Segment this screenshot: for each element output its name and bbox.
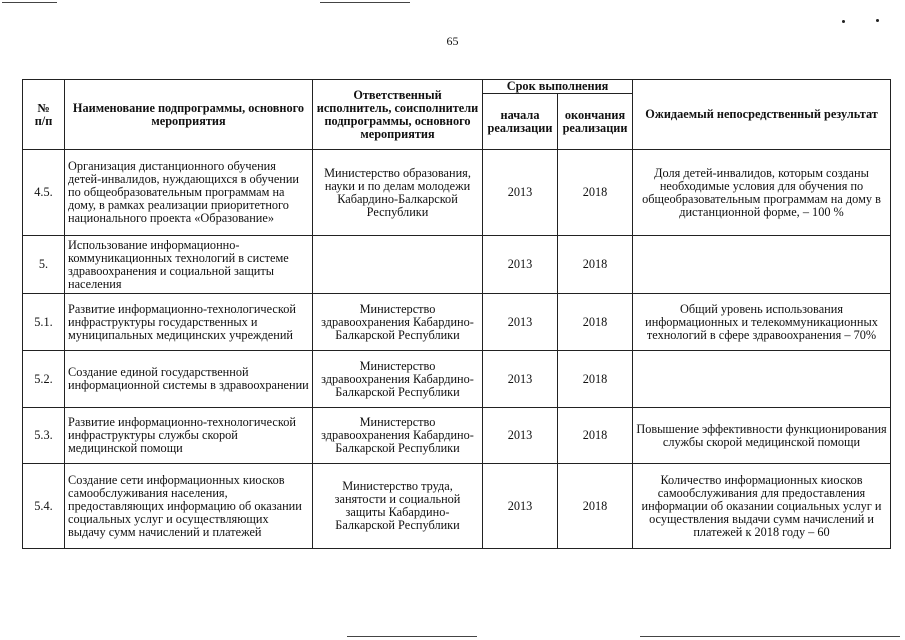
row-end-year: 2018 — [558, 294, 633, 351]
row-responsible — [313, 236, 483, 294]
header-result: Ожидаемый непосредственный результат — [633, 80, 891, 150]
scan-dot — [876, 19, 879, 22]
row-end-year: 2018 — [558, 408, 633, 464]
table-row — [23, 408, 891, 464]
bottom-edge-rule — [640, 636, 900, 637]
table-row — [23, 351, 891, 408]
row-responsible: Министерство образования, науки и по делам молодежи Кабардино-Балкарской Республики — [313, 150, 483, 236]
row-activity: Организация дистанционного обучения детей-инвалидов, нуждающихся в обучении по общеобразовательным программам на дому, в рамках реализации приоритетного национального проекта «Образование» — [65, 150, 313, 236]
row-start-year: 2013 — [483, 464, 558, 549]
row-start-year: 2013 — [483, 408, 558, 464]
program-table — [22, 79, 891, 549]
row-number: 5.1. — [23, 294, 65, 351]
row-number: 5. — [23, 236, 65, 294]
header-name: Наименование подпрограммы, основного мероприятия — [65, 80, 313, 150]
scan-dot — [842, 20, 845, 23]
row-activity: Создание единой государственной информационной системы в здравоохранении — [65, 351, 313, 408]
row-start-year: 2013 — [483, 294, 558, 351]
row-end-year: 2018 — [558, 236, 633, 294]
row-start-year: 2013 — [483, 150, 558, 236]
row-start-year: 2013 — [483, 236, 558, 294]
row-responsible: Министерство труда, занятости и социальной защиты Кабардино-Балкарской Республики — [313, 464, 483, 549]
table-row — [23, 294, 891, 351]
row-activity: Развитие информационно-технологической инфраструктуры государственных и муниципальных медицинских учреждений — [65, 294, 313, 351]
row-result — [633, 236, 891, 294]
row-responsible: Министерство здравоохранения Кабардино-Балкарской Республики — [313, 351, 483, 408]
row-activity: Развитие информационно-технологической инфраструктуры службы скорой медицинской помощи — [65, 408, 313, 464]
table-row — [23, 464, 891, 549]
row-number: 5.2. — [23, 351, 65, 408]
page-number: 65 — [446, 34, 459, 48]
row-responsible: Министерство здравоохранения Кабардино-Балкарской Республики — [313, 294, 483, 351]
row-number: 5.3. — [23, 408, 65, 464]
row-result: Общий уровень использования информационных и телекоммуникационных технологий в сфере здравоохранения – 70% — [633, 294, 891, 351]
header-end: окончания реализации — [558, 94, 633, 150]
row-result: Повышение эффективности функционирования службы скорой медицинской помощи — [633, 408, 891, 464]
bottom-edge-rule — [347, 636, 477, 637]
row-result — [633, 351, 891, 408]
header-term: Срок выполнения — [483, 80, 633, 94]
row-number: 4.5. — [23, 150, 65, 236]
row-result: Количество информационных киосков самообслуживания для предоставления информации об оказании социальных услуг и осуществления выдачи сумм начислений и платежей к 2018 году – 60 — [633, 464, 891, 549]
row-activity: Создание сети информационных киосков самообслуживания населения, предоставляющих информацию об оказании социальных услуг и осуществляющих выдачу сумм начислений и платежей — [65, 464, 313, 549]
row-number: 5.4. — [23, 464, 65, 549]
table-row — [23, 236, 891, 294]
row-activity: Использование информационно-коммуникационных технологий в системе здравоохранения и социальной защиты населения — [65, 236, 313, 294]
top-edge-rule — [320, 2, 410, 3]
row-responsible: Министерство здравоохранения Кабардино-Балкарской Республики — [313, 408, 483, 464]
header-num: № п/п — [23, 80, 65, 150]
row-end-year: 2018 — [558, 464, 633, 549]
top-edge-rule — [2, 2, 57, 3]
row-end-year: 2018 — [558, 150, 633, 236]
row-result: Доля детей-инвалидов, которым созданы необходимые условия для обучения по общеобразовательным программам на дому в дистанционной форме, – 100 % — [633, 150, 891, 236]
header-start: начала реализации — [483, 94, 558, 150]
table-row — [23, 150, 891, 236]
header-responsible: Ответственный исполнитель, соисполнители подпрограммы, основного мероприятия — [313, 80, 483, 150]
row-end-year: 2018 — [558, 351, 633, 408]
row-start-year: 2013 — [483, 351, 558, 408]
